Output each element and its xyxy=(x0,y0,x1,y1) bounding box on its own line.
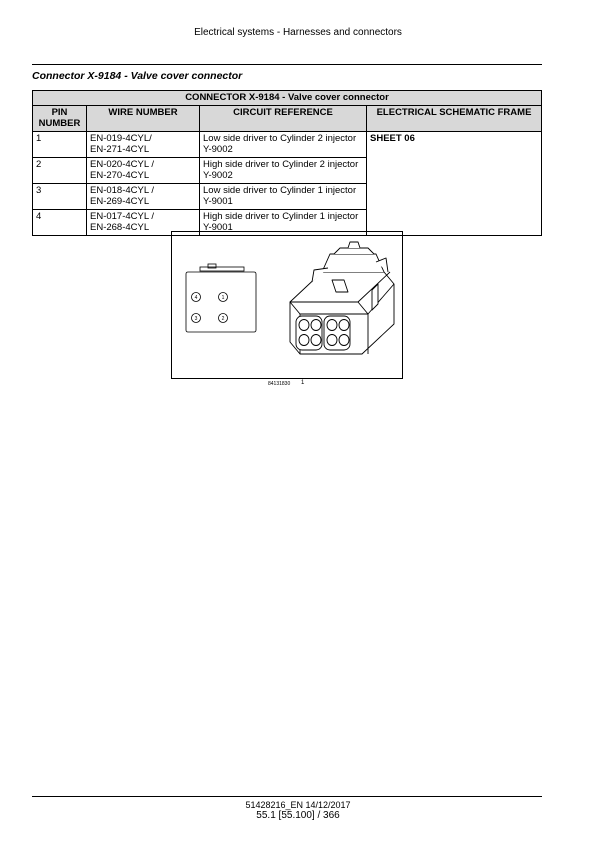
column-header-pin: PIN NUMBER xyxy=(33,105,87,131)
schematic-frame-cell: SHEET 06 xyxy=(367,131,542,235)
pin-cell: 3 xyxy=(33,183,87,209)
wire-number: EN-271-4CYL xyxy=(90,144,150,155)
connector-body-drawing xyxy=(290,242,394,354)
circuit-component: Y-9001 xyxy=(203,196,233,207)
table-row xyxy=(33,131,542,157)
footer-page-number: 55.1 [55.100] / 366 xyxy=(256,810,340,821)
figure-number: 1 xyxy=(301,380,305,386)
wire-number: EN-017-4CYL / xyxy=(90,210,155,222)
column-header-frame: ELECTRICAL SCHEMATIC FRAME xyxy=(367,105,542,131)
table-caption: CONNECTOR X-9184 - Valve cover connector xyxy=(33,91,542,106)
figure-reference: 84131830 xyxy=(268,381,291,387)
wire-number: EN-019-4CYL/ xyxy=(90,132,152,144)
circuit-component: Y-9002 xyxy=(203,144,233,155)
circuit-description: High side driver to Cylinder 1 injector xyxy=(203,210,359,222)
pin-label: 3 xyxy=(194,316,198,322)
circuit-cell xyxy=(200,131,367,157)
connector-table xyxy=(32,90,542,236)
pin-label: 2 xyxy=(221,316,225,322)
wire-number: EN-269-4CYL xyxy=(90,196,150,207)
circuit-description: Low side driver to Cylinder 2 injector xyxy=(203,132,357,144)
footer-doc-id: 51428216_EN 14/12/2017 xyxy=(245,800,351,810)
section-title: Connector X-9184 - Valve cover connector xyxy=(32,70,243,82)
pin-label: 1 xyxy=(221,295,225,301)
pin-cell: 4 xyxy=(33,209,87,235)
wire-cell xyxy=(87,157,200,183)
wire-cell xyxy=(87,183,200,209)
pin-cell: 1 xyxy=(33,131,87,157)
circuit-component: Y-9001 xyxy=(203,222,233,233)
header-rule xyxy=(32,64,542,65)
circuit-cell xyxy=(200,183,367,209)
circuit-component: Y-9002 xyxy=(203,170,233,181)
wire-number: EN-270-4CYL xyxy=(90,170,150,181)
circuit-description: Low side driver to Cylinder 1 injector xyxy=(203,184,357,196)
circuit-cell xyxy=(200,157,367,183)
footer-rule xyxy=(32,796,542,797)
circuit-description: High side driver to Cylinder 2 injector xyxy=(203,158,359,170)
wire-number: EN-018-4CYL / xyxy=(90,184,155,196)
wire-cell xyxy=(87,131,200,157)
connector-illustration xyxy=(171,231,403,379)
column-header-circuit: CIRCUIT REFERENCE xyxy=(200,105,367,131)
column-header-wire: WIRE NUMBER xyxy=(87,105,200,131)
wire-number: EN-268-4CYL xyxy=(90,222,150,233)
wire-number: EN-020-4CYL / xyxy=(90,158,155,170)
pin-cell: 2 xyxy=(33,157,87,183)
page-header: Electrical systems - Harnesses and connectors xyxy=(194,27,402,38)
pin-label: 4 xyxy=(194,295,198,301)
